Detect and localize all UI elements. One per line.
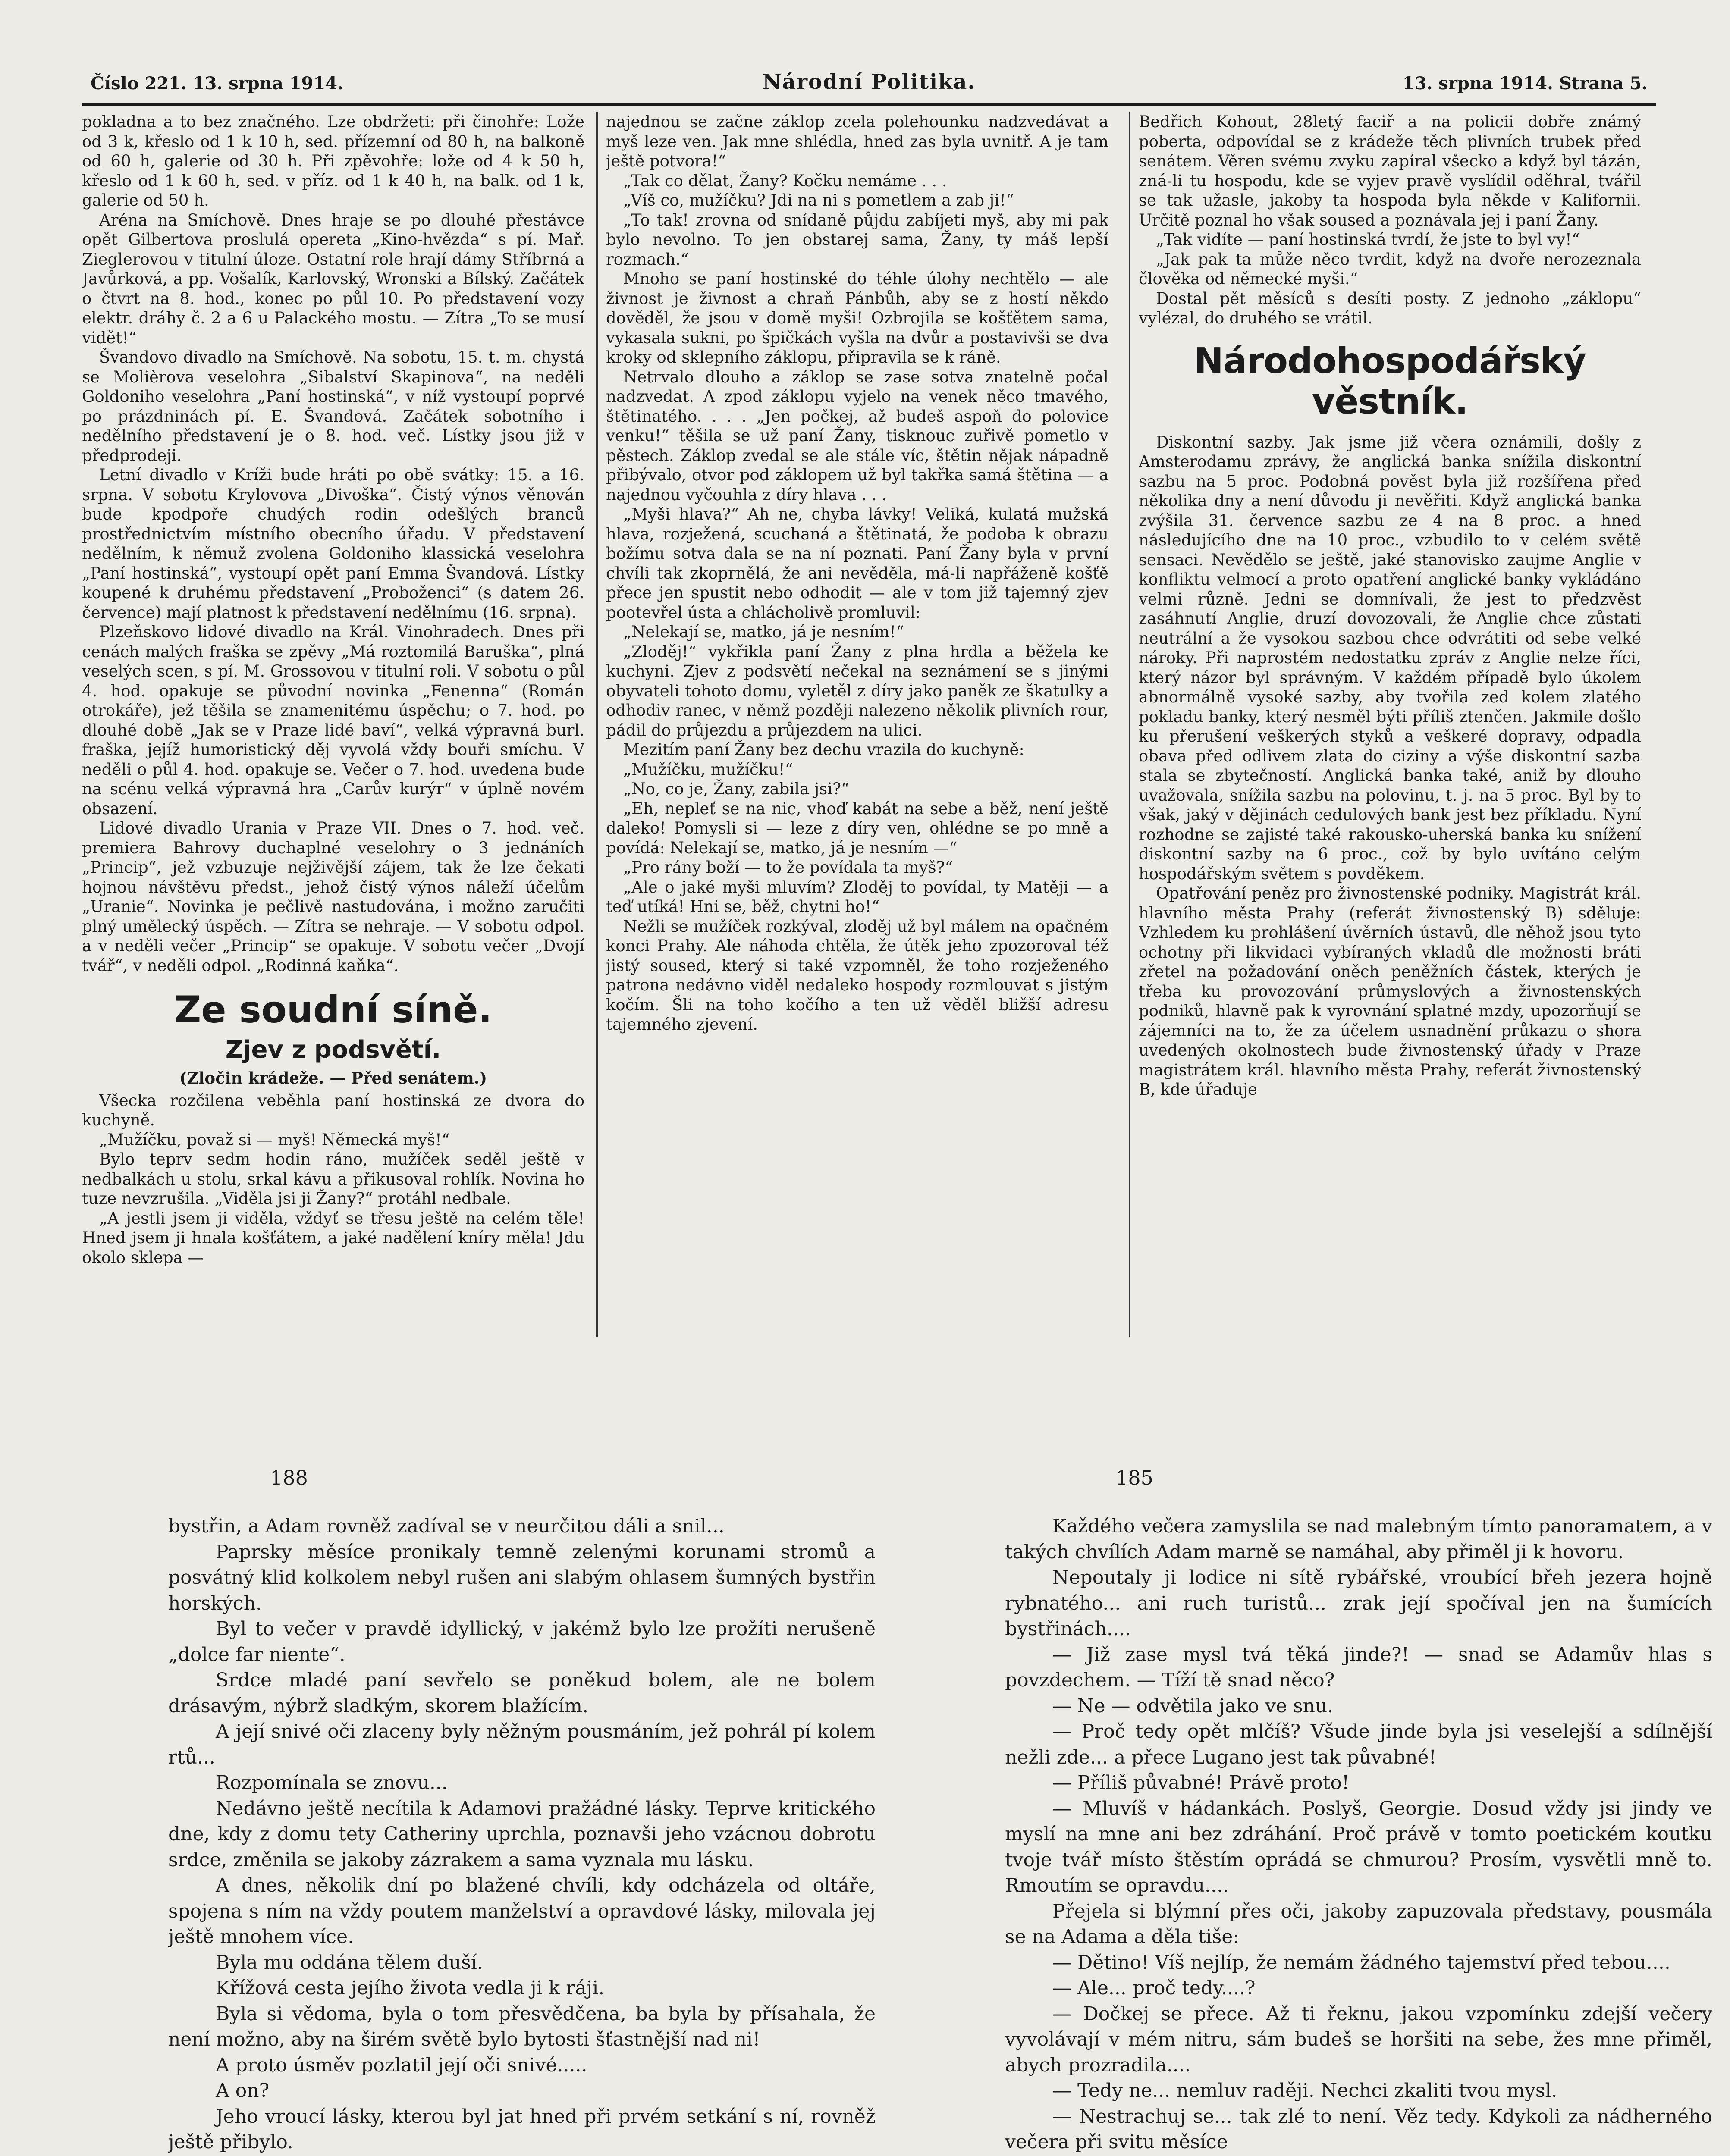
paragraph: Lidové divadlo Urania v Praze VII. Dnes o 7. hod. več. premiera Bahrovy duchaplné veselohry o 3 jednáních „Princip“, jež vzbuzuje nejživější zájem, tak že lze čekati hojnou návštěvu předst., jehož čistý výnos náleží účelům „Uranie“. Novinka je pečlivě nastudována, i možno zaručiti plný umělecký úspěch. — Zítra se nehraje. — V sobotu odpol. a v neděli večer „Princip“ se opakuje. V sobotu večer „Dvojí tvář“, v neděli odpol. „Rodinná kaňka“. bbox=[82, 819, 584, 975]
paragraph: Švandovo divadlo na Smíchově. Na sobotu, 15. t. m. chystá se Molièrova veselohra „Sibalství Skapinova“, na neděli Goldoniho veselohra „Paní hostinská“, v níž vystoupí poprvé po prázdninách pí. E. Švandová. Začátek sobotního i nedělního představení je o 8. hod. več. Lístky jsou již v předprodeji. bbox=[82, 348, 584, 465]
paragraph: — Dětino! Víš nejlíp, že nemám žádného tajemství před tebou.... bbox=[1052, 1951, 1670, 1974]
section-heading: Ze soudní síně. bbox=[174, 988, 493, 1031]
paragraph: Každého večera zamyslila se nad malebným tímto panoramatem, a v takých chvílích Adam marně se namáhal, aby přiměl ji k hovoru. bbox=[1005, 1515, 1712, 1563]
paragraph: Opatřování peněz pro živnostenské podniky. Magistrát král. hlavního města Prahy (referát živnostenský B) sděluje: Vzhledem ku prohlášení úvěrních ústavů, dle něhož jsou tyto ochotny při likvidaci vybíraných vkladů dle možnosti bráti zřetel na požadování oněch peněžních částek, kterých je třeba ku provozování průmyslových a živnostenských podniků, hlavně pak k vyrovnání splatné mzdy, upozorňují se zájemníci na to, že za účelem usnadnění průkazu o shora uvedených okolnostech bude živnostenský úřady v Praze magistrátem král. hlavního města Prahy, referát živnostenský B, kde úřaduje bbox=[1139, 884, 1641, 1099]
paragraph: Srdce mladé paní sevřelo se poněkud bolem, ale ne bolem drásavým, nýbrž sladkým, skorem blažícím. bbox=[168, 1669, 876, 1717]
paragraph: Plzeňskovo lidové divadlo na Král. Vinohradech. Dnes při cenách malých fraška se zpěvy „Má roztomilá Baruška“, plná veselých scen, s pí. M. Grossovou v titulní roli. V sobotu o půl 4. hod. opakuje se původní novinka „Fenenna“ (Román otrokáře), jež těšila se znamenitému úspěchu; o 7. hod. po dlouhé době „Jak se v Praze lidé baví“, velká výpravná burl. fraška, jejíž humoristický děj vyvolá vždy bouři smíchu. V neděli o půl 4. hod. opakuje se. Večer o 7. hod. uvedena bude na scénu velká výpravná hra „Carův kurýr“ v úplně novém obsazení. bbox=[82, 623, 584, 818]
paragraph: pokladna a to bez značného. Lze obdržeti: při činohře: Lože od 3 k, křeslo od 1 k 10 h, sed. přízemní od 80 h, na balkoně od 60 h, galerie od 30 h. Při zpěvohře: lože od 4 k 50 h, křeslo od 1 k 60 h, sed. v příz. od 1 k 40 h, na balk. od 1 k, galerie od 50 h. bbox=[82, 113, 584, 210]
paragraph: „No, co je, Žany, zabila jsi?“ bbox=[623, 780, 849, 798]
paragraph: — Ne — odvětila jako ve snu. bbox=[1052, 1695, 1334, 1717]
paragraph: „A jestli jsem ji viděla, vždyť se třesu ještě na celém těle! Hned jsem ji hnala košťátem, a jaké nadělení kníry měla! Jdu okolo sklepa — bbox=[82, 1209, 584, 1267]
paragraph: „Zloděj!“ vykřikla paní Žany z plna hrdla a běžela ke kuchyni. Zjev z podsvětí nečekal na seznámení se s jinými obyvateli tohoto domu, vyletěl z díry jako paněk ze škatulky a odhodiv ranec, v němž později nalezeno několik plivních rour, pádil do průjezdu a průjezdem na ulici. bbox=[606, 642, 1108, 740]
section-heading: Národohospodářský věstník. bbox=[1194, 340, 1586, 422]
newspaper-column-1 bbox=[82, 112, 584, 1341]
paragraph: Dostal pět měsíců s desíti posty. Z jednoho „záklopu“ vylézal, do druhého se vrátil. bbox=[1139, 289, 1641, 327]
paragraph: A on? bbox=[216, 2080, 270, 2102]
paragraph: „Eh, nepleť se na nic, vhoď kabát na sebe a běž, není ještě daleko! Pomysli si — leze z díry ven, ohlédne se po mně a povídá: Nelekají se, matko, já je nesním —“ bbox=[606, 799, 1108, 857]
paragraph: A její snivé oči zlaceny byly něžným pousmáním, jež pohrál pí kolem rtů... bbox=[168, 1720, 876, 1768]
paragraph: Mezitím paní Žany bez dechu vrazila do kuchyně: bbox=[623, 740, 1024, 759]
paragraph: Letní divadlo v Kríži bude hráti po obě svátky: 15. a 16. srpna. V sobotu Krylovova „Divoška“. Čistý výnos věnován bude kpodpoře chudých rodin odešlých branců prostřednictvím místního obecního úřadu. V představení nedělním, k němuž zvolena Goldoniho klassická veselohra „Paní hostinská“, vystoupí opět paní Emma Švandová. Lístky koupené k druhému představení „Proboženci“ (s datem 26. července) mají platnost k představení nedělnímu (16. srpna). bbox=[82, 466, 584, 622]
paragraph: A dnes, několik dní po blažené chvíli, kdy odcházela od oltáře, spojena s ním na vždy poutem manželství a opravdové lásky, milovala jej ještě mnohem více. bbox=[168, 1874, 876, 1948]
paragraph: Bylo teprv sedm hodin ráno, mužíček seděl ještě v nedbalkách u stolu, srkal kávu a přikusoval rohlík. Novina ho tuze nevzrušila. „Viděla jsi ji Žany?“ protáhl nedbale. bbox=[82, 1150, 584, 1208]
paragraph: Byla si vědoma, byla o tom přesvědčena, ba byla by přísahala, že není možno, aby na širém světě bylo bytosti šťastnější nad ni! bbox=[168, 2002, 876, 2050]
newspaper-page bbox=[82, 65, 1656, 1341]
paragraph: Nepoutaly ji lodice ni sítě rybářské, vroubící břeh jezera hojně rybnatého... ani ruch turistů... zrak její spočíval jen na šumících bystřinách.... bbox=[1005, 1567, 1712, 1640]
paragraph: bystřin, a Adam rovněž zadíval se v neurčitou dáli a snil... bbox=[168, 1515, 725, 1537]
paragraph: „Tak co dělat, Žany? Kočku nemáme . . . bbox=[623, 171, 947, 190]
date-page: 13. srpna 1914. Strana 5. bbox=[1402, 73, 1648, 94]
book-page-left bbox=[168, 1466, 876, 2156]
newspaper-header bbox=[82, 65, 1656, 106]
paragraph: — Ale... proč tedy....? bbox=[1052, 1977, 1256, 1999]
page-number: 185 bbox=[1115, 1466, 1153, 1489]
paragraph: Všecka rozčilena veběhla paní hostinská ze dvora do kuchyně. bbox=[82, 1091, 584, 1129]
paragraph: Bedřich Kohout, 28letý faciř a na policii dobře známý poberta, odpovídal se z krádeže těch plivních trubek před senátem. Věren svému zvyku zapíral všecko a když byl tázán, zná-li tu hospodu, kde se vyjev pravě vyslídil oděhral, tvářil se tak užasle, jakoby ta hospoda byla někde v Kalifornii. Určitě poznal ho však soused a poznávala jej i paní Žany. bbox=[1139, 113, 1641, 229]
paragraph: Aréna na Smíchově. Dnes hraje se po dlouhé přestávce opět Gilbertova proslulá opereta „Kino-hvězda“ s pí. Mař. Zieglerovou v titulní úloze. Ostatní role hrají dámy Stříbrná a Javůrková, a pp. Vošalík, Karlovský, Wronski a Bílský. Začátek o čtvrt na 8. hod., konec po půl 10. Po představení vozy elektr. dráhy č. 2 a 6 u Palackého mostu. — Zítra „To se musí vidět!“ bbox=[82, 210, 584, 347]
paragraph: — Proč tedy opět mlčíš? Všude jinde byla jsi veselejší a sdílnější nežli zde... a přece Lugano jest tak půvabné! bbox=[1005, 1720, 1712, 1768]
book-page-right bbox=[1005, 1466, 1712, 2156]
paragraph: „Mužíčku, považ si — myš! Německá myš!“ bbox=[99, 1130, 450, 1149]
paragraph: „Pro rány boží — to že povídala ta myš?“ bbox=[623, 858, 953, 877]
masthead-title: Národní Politika. bbox=[762, 70, 976, 94]
issue-number: Číslo 221. 13. srpna 1914. bbox=[91, 73, 343, 94]
paragraph: Nežli se mužíček rozkýval, zloděj už byl málem na opačném konci Prahy. Ale náhoda chtěla, že útěk jeho zpozoroval též jistý soused, který si také vzpomněl, že toho rozježeného patrona nedávno viděl nedaleko hospody rozmlouvat s jistým kočím. Šli na toho kočího a ten už věděl bližší adresu tajemného zjevení. bbox=[606, 917, 1108, 1034]
paragraph: — Příliš půvabné! Právě proto! bbox=[1052, 1772, 1350, 1794]
paragraph: Jeho vroucí lásky, kterou byl jat hned při prvém setkání s ní, rovněž ještě přibylo. bbox=[168, 2105, 876, 2153]
column-divider bbox=[1129, 112, 1130, 1337]
paragraph: „Víš co, mužíčku? Jdi na ni s pometlem a zab ji!“ bbox=[623, 191, 1014, 210]
paragraph: Nedávno ještě necítila k Adamovi pražádné lásky. Teprve kritického dne, kdy z domu tety Catheriny uprchla, poznavši jeho vzácnou dobrotu srdce, změnila se jakoby zázrakem a sama vyznala mu lásku. bbox=[168, 1797, 876, 1871]
paragraph: „Jak pak ta může něco tvrdit, když na dvoře nerozeznala člověka od německé myši.“ bbox=[1139, 250, 1641, 288]
newspaper-column-3 bbox=[1139, 112, 1641, 1341]
paragraph: — Mluvíš v hádankách. Poslyš, Georgie. Dosud vždy jsi jindy ve myslí na mne ani bez zdráhání. Proč právě v tomto poetickém koutku tvoje tvář místo štěstím oprádá se chmurou? Prosím, vysvětli mně to. Rmoutím se opravdu.... bbox=[1005, 1797, 1712, 1896]
paragraph: „Mužíčku, mužíčku!“ bbox=[623, 760, 793, 779]
paragraph: Paprsky měsíce pronikaly temně zelenými korunami stromů a posvátný klid kolkolem nebyl rušen ani slabým ohlasem šumných bystřin horských. bbox=[168, 1541, 876, 1614]
book-text bbox=[1005, 1514, 1712, 2156]
paragraph: Byl to večer v pravdě idyllický, v jakémž bylo lze prožíti nerušeně „dolce far niente“. bbox=[168, 1618, 876, 1666]
book-text bbox=[168, 1514, 876, 2156]
page-number: 188 bbox=[270, 1466, 308, 1489]
paragraph: — Tedy ne... nemluv raději. Nechci zkaliti tvou mysl. bbox=[1052, 2080, 1557, 2102]
paragraph: Rozpomínala se znovu... bbox=[216, 1772, 448, 1794]
paragraph: — Nestrachuj se... tak zlé to není. Věz tedy. Kdykoli za nádherného večera při svitu měsíce bbox=[1005, 2105, 1712, 2153]
paragraph: Mnoho se paní hostinské do téhle úlohy nechtělo — ale živnost je živnost a chraň Pánbůh, aby se z hostí někdo dověděl, že jsou v domě myši! Ozbrojila se košťětem sama, vykasala sukni, po špičkách vyšla na dvůr a postavivši se dva kroky od sklepního záklopu, připravila se k ráně. bbox=[606, 270, 1108, 367]
column-divider bbox=[596, 112, 598, 1337]
paragraph: Křížová cesta jejího života vedla ji k ráji. bbox=[216, 1977, 605, 1999]
article-subtitle: (Zločin krádeže. — Před senátem.) bbox=[179, 1069, 487, 1087]
paragraph: „Tak vidíte — paní hostinská tvrdí, že jste to byl vy!“ bbox=[1156, 230, 1580, 249]
paragraph: „Ale o jaké myši mluvím? Zloděj to povídal, ty Matěji — a teď utíká! Hni se, běž, chytni ho!“ bbox=[606, 877, 1108, 916]
paragraph: Byla mu oddána tělem duší. bbox=[216, 1951, 483, 1974]
paragraph: — Dočkej se přece. Až ti řeknu, jakou vzpomínku zdejší večery vyvolávají v mém nitru, sám budeš se horšiti na sebe, žes mne přiměl, abych prozradila.... bbox=[1005, 2002, 1712, 2076]
article-title: Zjev z podsvětí. bbox=[225, 1036, 441, 1064]
paragraph: „Nelekají se, matko, já je nesním!“ bbox=[623, 623, 904, 641]
paragraph: „To tak! zrovna od snídaně půjdu zabíjeti myš, aby mi pak bylo nevolno. To jen obstarej sama, Žany, ty máš lepší rozmach.“ bbox=[606, 210, 1108, 269]
paragraph: — Již zase mysl tvá těká jinde?! — snad se Adamův hlas s povzdechem. — Tíží tě snad něco? bbox=[1005, 1643, 1712, 1691]
paragraph: A proto úsměv pozlatil její oči snivé..... bbox=[216, 2054, 587, 2076]
paragraph: „Myši hlava?“ Ah ne, chyba lávky! Veliká, kulatá mužská hlava, rozježená, scuchaná a štětinatá, že podoba k obrazu božímu sotva dala se na ní poznati. Paní Žany byla v první chvíli tak zkoprnělá, že ani nevěděla, má-li napřáženě košťě přece jen spustit nebo odhodit — ale v tom již tajemný zjev pootevřel ústa a chlácholivě promluvil: bbox=[606, 505, 1108, 622]
paragraph: Netrvalo dlouho a záklop se zase sotva znatelně počal nadzvedat. A zpod záklopu vyjelo na venek něco tmavého, štětinatého. . . . „Jen počkej, až budeš aspoň do polovice venku!“ těšila se už paní Žany, tisknouc zuřivě pometlo v pěstech. Záklop zvedal se ale stále víc, štětin nějak nápadně přibývalo, otvor pod záklopem už byl takřka samá štětina — a najednou vyčouhla z díry hlava . . . bbox=[606, 367, 1108, 504]
paragraph: Diskontní sazby. Jak jsme již včera oznámili, došly z Amsterodamu zprávy, že anglická banka snížila diskontní sazbu na 5 proc. Podobná pověst byla již rozšířena před několika dny a není důvodu ji nevěřiti. Když anglická banka zvýšila 31. července sazbu ze 4 na 8 proc. a hned následujícího dne na 10 proc., vzbudilo to v celém světě sensaci. Nevědělo se ještě, jaké stanovisko zaujme Anglie v konfliktu velmocí a proto opatření anglické banky vykládáno velmi různě. Jedni se domnívali, že jest to předzvěst zasáhnutí Anglie, druzí dovozovali, že Anglie chce zůstati neutrální a že vysokou sazbou chce odvrátiti od sebe velké nároky. Při naprostém nedostatku zpráv z Anglie nelze říci, který názor byl správným. V každém případě bylo úkolem abnormálně vysoké sazby, aby tvořila zed kolem zlatého pokladu banky, který nesměl býti příliš ztenčen. Jakmile došlo ku přerušení veškerých styků a veškeré dopravy, odpadla obava před odlivem zlata do ciziny a výše diskontní sazba stala se zbytečností. Anglická banka také, aniž by dlouho uvažovala, snížila sazbu na polovinu, t. j. na 5 proc. Byl by to však, jaký v dějinách cedulových bank jest bez příkladu. Nyní rozhodne se zajisté také rakousko-uherská banka ku snížení diskontní sazby na 6 proc., což by bylo uvítáno celým hospodářským světem s povděkem. bbox=[1139, 432, 1641, 883]
paragraph: Přejela si blýmní přes oči, jakoby zapuzovala představy, pousmála se na Adama a děla tiše: bbox=[1005, 1900, 1712, 1948]
newspaper-column-2 bbox=[606, 112, 1108, 1341]
paragraph: najednou se začne záklop zcela polehounku nadzvedávat a myš leze ven. Jak mne shlédla, hned zas byla uvnitř. A je tam ještě potvora!“ bbox=[606, 113, 1108, 170]
